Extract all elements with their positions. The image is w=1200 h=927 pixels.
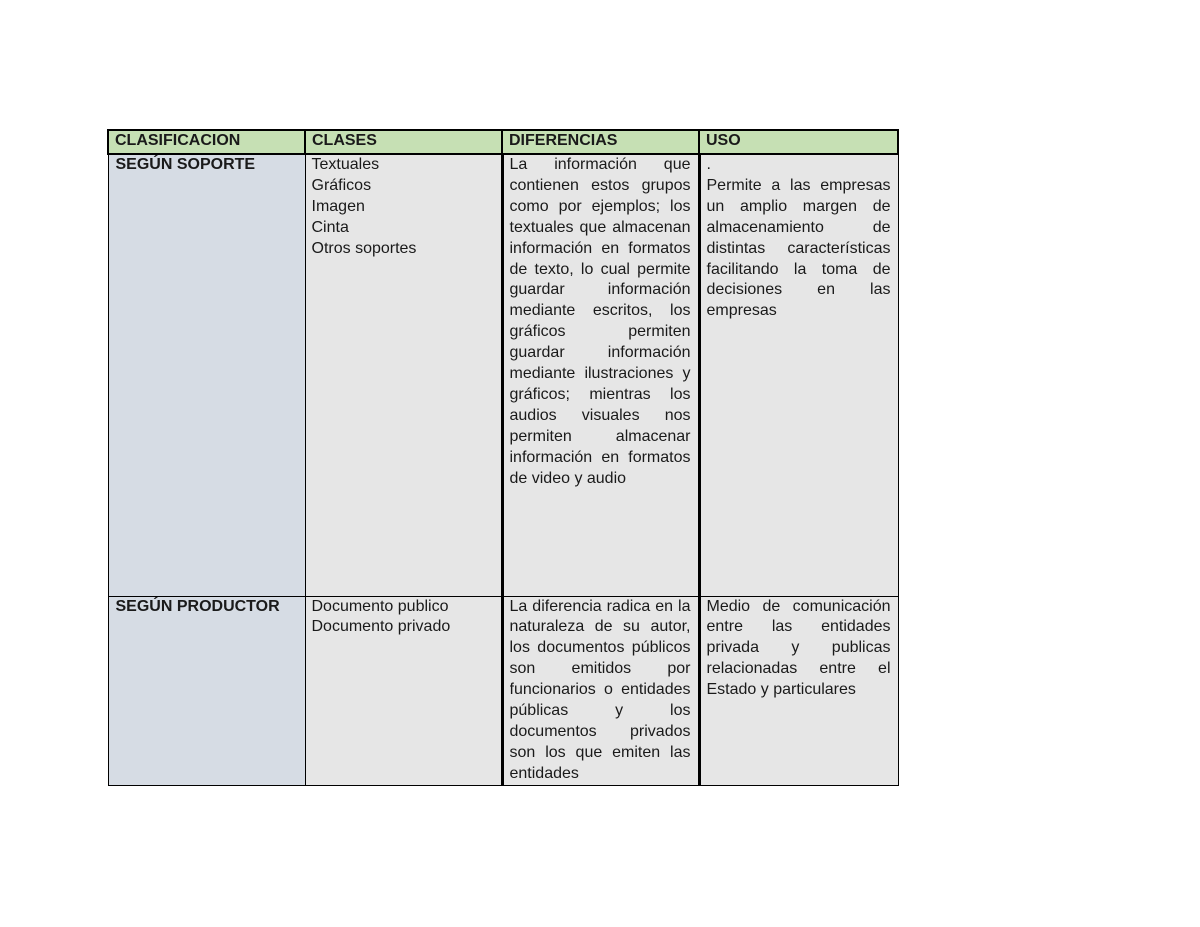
clasificacion-cell: SEGÚN PRODUCTOR [108, 596, 305, 785]
header-uso: USO [699, 130, 898, 154]
diferencias-cell: La información que contienen estos grupos como por ejemplos; los textuales que almacenan información en formatos de texto, lo cual permite guardar información mediante escritos, los gráficos permiten guardar información mediante ilustraciones y gráficos; mientras los audios visuales nos permiten almacenar información en formatos de video y audio [502, 154, 699, 596]
clase-item: Gráficos [311, 176, 372, 194]
uso-cell: Medio de comunicación entre las entidades privada y publicas relacionadas entre el Estado y particulares [699, 596, 898, 785]
classification-table [107, 129, 899, 786]
clases-cell [305, 596, 502, 785]
table-row [108, 596, 898, 785]
clase-item: Imagen [311, 197, 365, 215]
clase-item: Documento publico [311, 597, 449, 615]
uso-prefix: . [706, 156, 711, 173]
diferencias-text: La diferencia radica en la naturaleza de su autor, los documentos públicos son emitidos por funcionarios o entidades públicas y los documentos privados son los que emiten las entidades [509, 597, 691, 782]
clase-item: Documento privado [311, 618, 451, 636]
header-clases: CLASES [305, 130, 502, 154]
header-diferencias: DIFERENCIAS [502, 130, 699, 154]
clasificacion-cell: SEGÚN SOPORTE [108, 154, 305, 596]
clase-item: Textuales [311, 156, 380, 173]
header-clasificacion: CLASIFICACION [108, 130, 305, 154]
uso-text: Permite a las empresas un amplio margen de almacenamiento de distintas características facilitando la toma de decisiones en las empresas [706, 176, 891, 320]
clase-item: Cinta [311, 218, 349, 236]
uso-cell [699, 154, 898, 596]
diferencias-cell [502, 596, 699, 785]
header-row [108, 130, 898, 154]
clase-item: Otros soportes [311, 239, 417, 257]
table-row [108, 154, 898, 596]
clases-cell [305, 154, 502, 596]
